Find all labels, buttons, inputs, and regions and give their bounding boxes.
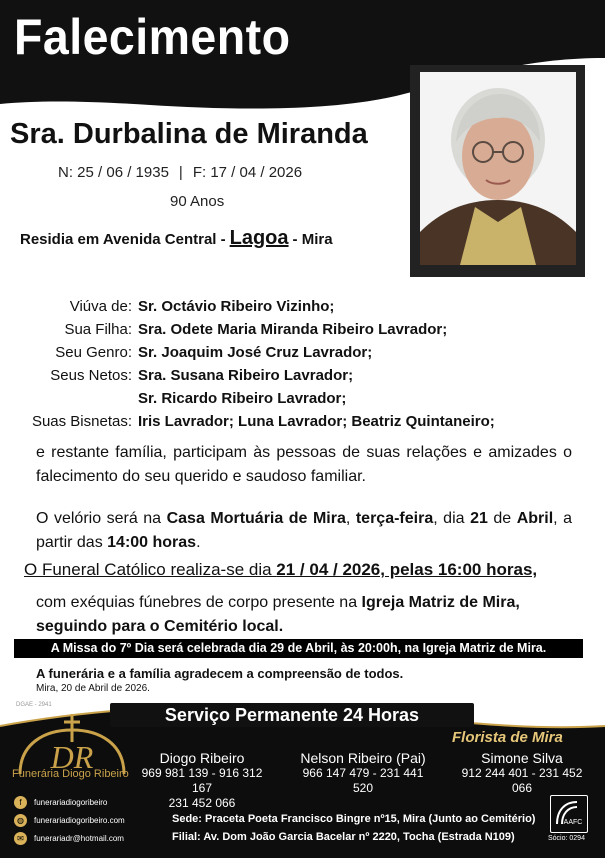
deceased-name: Sra. Durbalina de Miranda	[10, 118, 368, 150]
residence	[20, 227, 333, 250]
contact-email[interactable]: funerariadr@hotmail.com	[34, 834, 124, 843]
person-phones: 969 981 139 - 916 312 167	[141, 766, 263, 795]
funeral-home-logo	[10, 712, 140, 792]
residence-place: Lagoa	[229, 227, 289, 249]
residence-suffix: - Mira	[292, 231, 333, 248]
residence-prefix: Residia em Avenida Central -	[20, 231, 226, 248]
family-label: Seus Netos:	[50, 367, 132, 384]
page-title: Falecimento	[14, 9, 291, 65]
contact-facebook[interactable]: funerariadiogoribeiro	[34, 798, 108, 807]
person-phones: 966 147 479 - 231 441 520	[302, 766, 424, 795]
thanks-note: A funerária e a família agradecem a compreensão de todos.	[36, 666, 404, 681]
logo-initials: DR	[50, 739, 94, 775]
person-name: Diogo Ribeiro	[159, 750, 245, 766]
contact-person	[450, 751, 594, 796]
family-label: Seu Genro:	[55, 344, 132, 361]
funeral-info: O Funeral Católico realiza-se dia 21 / 04 / 2026, pelas 16:00 horas,	[24, 560, 538, 579]
announcement: e restante família, participam às pessoas de suas relações e amizades o falecimento do seu querido e saudoso familiar.	[36, 444, 572, 485]
dgae-code: DGAE - 2941	[16, 702, 52, 708]
age: 90 Anos	[170, 193, 225, 210]
member-number: Sócio: 0294	[548, 835, 585, 842]
family-value: Sra. Odete Maria Miranda Ribeiro Lavrador;	[138, 321, 448, 338]
headquarters-address: Sede: Praceta Poeta Francisco Bingre nº15, Mira (Junto ao Cemitério)	[172, 813, 536, 825]
deceased-photo	[420, 72, 576, 265]
dates-line	[58, 164, 302, 181]
family-value: Sr. Ricardo Ribeiro Lavrador;	[138, 390, 347, 407]
family-label: Viúva de:	[69, 298, 132, 315]
logo-name: Funerária Diogo Ribeiro	[12, 768, 129, 780]
person-name: Simone Silva	[481, 750, 563, 766]
family-label: Sua Filha:	[64, 321, 132, 338]
family-value: Sra. Susana Ribeiro Lavrador;	[138, 367, 354, 384]
person-phones: 912 244 401 - 231 452 066	[461, 766, 583, 795]
dates-separator: |	[178, 164, 183, 181]
contact-website[interactable]: funerariadiogoribeiro.com	[34, 816, 125, 825]
contact-person	[132, 751, 272, 811]
badge-text: AAFC	[563, 819, 583, 826]
florist-title: Florista de Mira	[452, 729, 563, 746]
seventh-day-mass-banner: A Missa do 7º Dia será celebrada dia 29 de Abril, às 20:00h, na Igreja Matriz de Mira.	[14, 639, 583, 658]
branch-address: Filial: Av. Dom João Garcia Bacelar nº 2220, Tocha (Estrada N109)	[172, 831, 515, 843]
family-label: Suas Bisnetas:	[31, 413, 132, 430]
person-name: Nelson Ribeiro (Pai)	[300, 750, 426, 766]
family-value: Sr. Joaquim José Cruz Lavrador;	[138, 344, 373, 361]
service-banner: Serviço Permanente 24 Horas	[110, 703, 474, 727]
family-value: Iris Lavrador; Luna Lavrador; Beatriz Quintaneiro;	[138, 413, 495, 430]
place-date: Mira, 20 de Abril de 2026.	[36, 683, 150, 694]
mass-info: com exéquias fúnebres de corpo presente na Igreja Matriz de Mira, seguindo para o Cemitério local.	[36, 594, 520, 635]
mail-icon: ✉	[14, 832, 27, 845]
association-badge-icon	[550, 795, 588, 833]
family-value: Sr. Octávio Ribeiro Vizinho;	[138, 298, 335, 315]
birth-date: N: 25 / 06 / 1935	[58, 164, 169, 181]
globe-icon: ◍	[14, 814, 27, 827]
wake-info: O velório será na Casa Mortuária de Mira, terça-feira, dia 21 de Abril, a partir das 14:00 horas.	[36, 510, 573, 551]
person-phones: 231 452 066	[168, 796, 236, 810]
death-date: F: 17 / 04 / 2026	[192, 164, 303, 181]
contact-person	[292, 751, 434, 796]
facebook-icon: f	[14, 796, 27, 809]
